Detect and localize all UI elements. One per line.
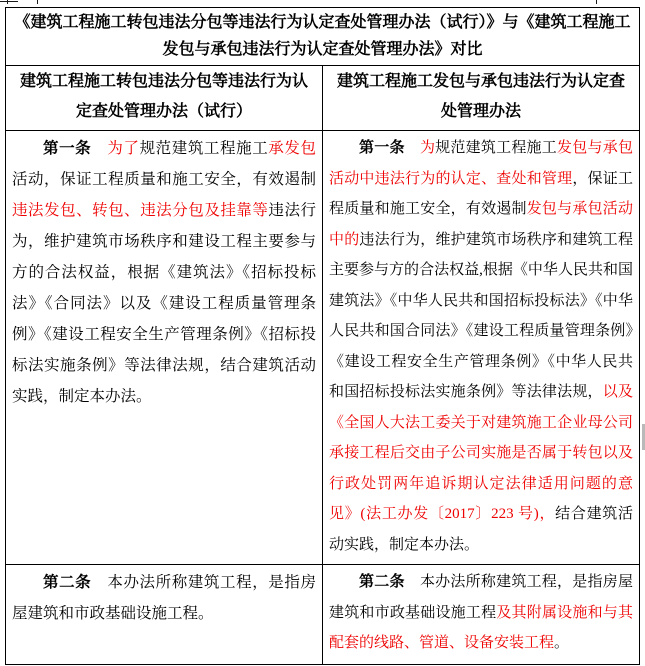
article2-row	[6, 565, 640, 665]
article1-row	[6, 131, 640, 565]
article2-left-cell	[6, 565, 323, 665]
article2-left-text: 第二条 本办法所称建筑工程，是指房屋建筑和市政基础设施工程。	[12, 574, 316, 622]
clipped-border-artifact	[596, 0, 597, 4]
clipped-border-artifact	[0, 1, 18, 2]
article1-right-text: 第一条 为规范建筑工程施工发包与承包活动中违法行为的认定、查处和管理，保证工程质量和施工安全，有效遏制发包与承包活动中的违法行为，维护建筑市场秩序和建筑工程主要参与方的合法权益,根据《中华人民共和国建筑法》《中华人民共和国招标投标法》《中华人民共和国合同法》《建设工程质量管理条例》《建设工程安全生产管理条例》《中华人民共和国招标投标法实施条例》等法律法规，以及《全国人大法工委关于对建筑施工企业母公司承接工程后交由子公司实施是否属于转包以及行政处罚两年追诉期认定法律适用问题的意见》(法工办发〔2017〕223 号)，结合建筑活动实践，制定本办法。	[329, 140, 633, 553]
article1-left-text: 第一条 为了规范建筑工程施工承发包活动，保证工程质量和施工安全，有效遏制违法发包、转包、违法分包及挂靠等违法行为，维护建筑市场秩序和建设工程主要参与方的合法权益，根据《建筑法》《招标投标法》《合同法》以及《建设工程质量管理条例》《建设工程安全生产管理条例》《招标投标法实施条例》等法律法规，结合建筑活动实践，制定本办法。	[12, 140, 316, 405]
article1-left-cell	[6, 131, 323, 565]
article2-right-cell	[323, 565, 640, 665]
header-row	[6, 66, 640, 131]
article2-right-text: 第二条 本办法所称建筑工程，是指房屋建筑和市政基础设施工程及其附属设施和与其配套的线路、管道、设备安装工程。	[329, 574, 633, 651]
title-row	[6, 8, 640, 66]
clipped-border-artifact	[37, 0, 38, 4]
column-header-left: 建筑工程施工转包违法分包等违法行为认定查处管理办法（试行）	[6, 66, 323, 131]
table-title: 《建筑工程施工转包违法分包等违法行为认定查处管理办法（试行）》与《建筑工程施工发包与承包违法行为认定查处管理办法》对比	[6, 8, 640, 66]
article1-right-cell	[323, 131, 640, 565]
clipped-border-artifact	[7, 0, 8, 4]
comparison-table	[5, 7, 640, 665]
column-header-right: 建筑工程施工发包与承包违法行为认定查处管理办法	[323, 66, 640, 131]
